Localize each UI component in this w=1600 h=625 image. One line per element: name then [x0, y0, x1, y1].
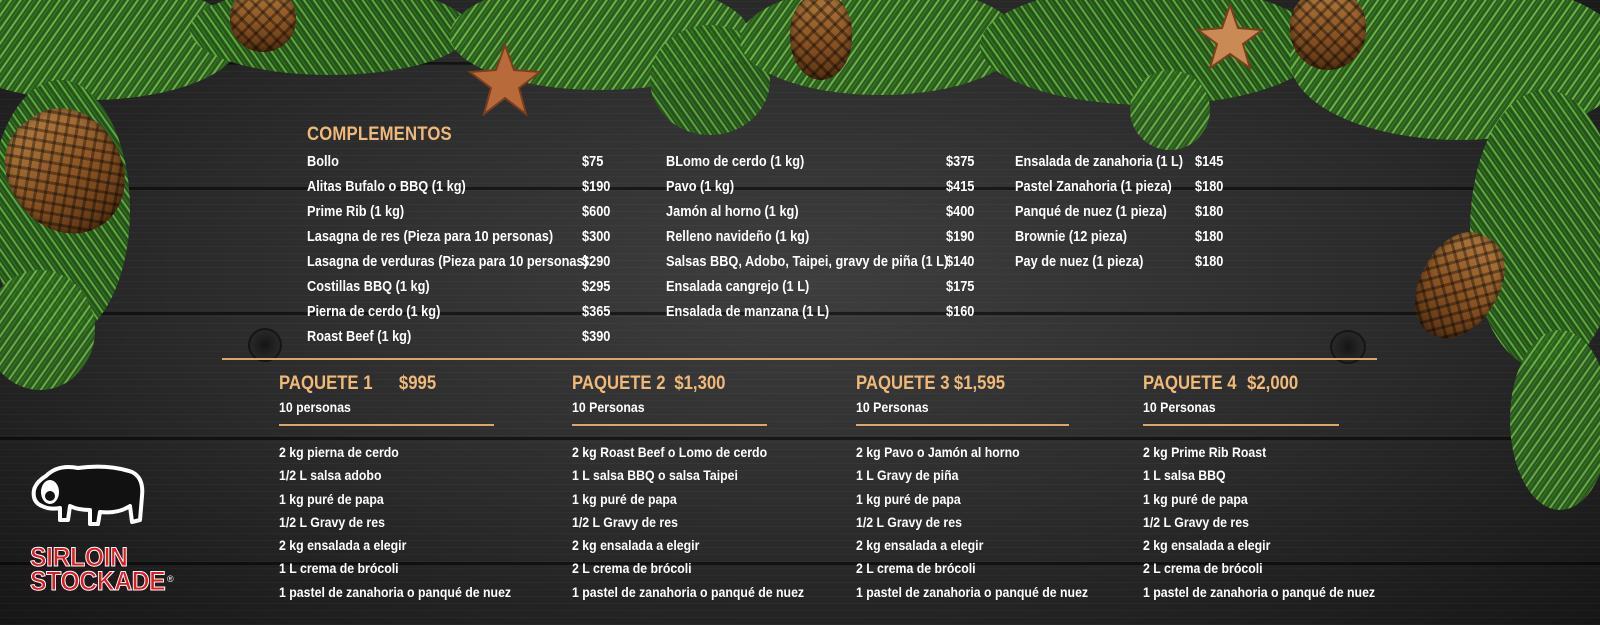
paquete-item: 2 kg ensalada a elegir [279, 537, 407, 554]
paquete-item: 2 kg ensalada a elegir [856, 537, 984, 554]
pine-branch [1130, 70, 1210, 150]
menu-item [666, 202, 981, 227]
complementos-title: COMPLEMENTOS [307, 124, 452, 145]
paquete-2 [572, 373, 805, 607]
paquete-item: 1/2 L Gravy de res [856, 513, 962, 530]
item-price: $290 [582, 254, 611, 270]
item-price: $295 [582, 279, 611, 295]
paquete-underline [856, 424, 1069, 426]
item-price: $365 [582, 304, 611, 320]
menu-item [666, 302, 981, 327]
item-price: $375 [946, 154, 975, 170]
paquete-item: 2 kg ensalada a elegir [1143, 537, 1271, 554]
menu-item [307, 302, 612, 327]
paquete-item: 1/2 L Gravy de res [279, 513, 385, 530]
item-price: $600 [582, 204, 611, 220]
paquete-item: 1/2 L Gravy de res [1143, 513, 1249, 530]
paquete-item: 2 L crema de brócoli [856, 560, 976, 577]
item-price: $180 [1195, 204, 1224, 220]
paquete-item: 2 kg Prime Rib Roast [1143, 444, 1267, 460]
menu-item [666, 227, 981, 252]
paquete-underline [279, 424, 494, 426]
item-price: $160 [946, 304, 975, 320]
menu-item [666, 277, 981, 302]
menu-item [666, 252, 981, 277]
menu-item [307, 252, 612, 277]
complementos-column-1 [307, 152, 612, 352]
paquete-item: 2 kg Roast Beef o Lomo de cerdo [572, 444, 768, 460]
item-name: Relleno navideño (1 kg) [666, 229, 810, 245]
item-name: Ensalada cangrejo (1 L) [666, 279, 810, 295]
item-name: Alitas Bufalo o BBQ (1 kg) [307, 179, 466, 195]
item-price: $400 [946, 204, 975, 220]
paquete-name: PAQUETE 3 [856, 373, 950, 394]
paquete-item: 2 kg Pavo o Jamón al horno [856, 444, 1020, 460]
paquete-item: 1 pastel de zanahoria o panqué de nuez [856, 583, 1089, 600]
item-price: $75 [582, 154, 604, 170]
paquete-people: 10 personas [279, 399, 351, 415]
menu-item [307, 202, 612, 227]
item-name: Brownie (12 pieza) [1015, 229, 1128, 245]
paquete-item: 2 kg pierna de cerdo [279, 444, 399, 460]
paquete-people: 10 Personas [1143, 399, 1216, 415]
menu-item [1015, 252, 1235, 277]
item-name: Lasagna de res (Pieza para 10 personas) [307, 229, 554, 245]
menu-item [307, 327, 612, 352]
paquete-items [856, 444, 1089, 607]
paquete-item: 1 L crema de brócoli [279, 560, 399, 577]
menu-item [666, 177, 981, 202]
paquete-underline [1143, 424, 1339, 426]
paquete-price: $2,000 [1247, 373, 1299, 394]
complementos-column-2 [666, 152, 981, 327]
paquete-items [1143, 444, 1376, 607]
sirloin-stockade-logo [24, 462, 176, 602]
paquete-item: 1/2 L salsa adobo [279, 467, 382, 484]
menu-item [1015, 227, 1235, 252]
item-price: $300 [582, 229, 611, 245]
item-price: $140 [946, 254, 975, 270]
paquete-name: PAQUETE 1 [279, 373, 373, 394]
item-price: $180 [1195, 254, 1224, 270]
paquete-item: 2 L crema de brócoli [572, 560, 692, 577]
item-price: $190 [582, 179, 611, 195]
paquete-price: $1,595 [953, 373, 1006, 394]
paquete-item: 1 L Gravy de piña [856, 467, 959, 484]
paquete-item: 1 pastel de zanahoria o panqué de nuez [1143, 583, 1376, 600]
paquete-name: PAQUETE 4 [1143, 373, 1237, 394]
paquete-4 [1143, 373, 1376, 607]
paquete-item: 1 L salsa BBQ [1143, 467, 1226, 484]
pine-branch [740, 0, 1020, 95]
paquete-title [856, 373, 1043, 395]
paquete-item: 1 pastel de zanahoria o panqué de nuez [279, 583, 512, 600]
item-name: Bollo [307, 154, 339, 170]
paquete-item: 1 L salsa BBQ o salsa Taipei [572, 467, 738, 484]
paquete-item: 1 kg puré de papa [856, 490, 961, 507]
item-name: Pierna de cerdo (1 kg) [307, 304, 441, 320]
paquete-title [279, 373, 468, 395]
complementos-column-3 [1015, 152, 1235, 277]
menu-item [666, 152, 981, 177]
paquete-item: 1/2 L Gravy de res [572, 513, 678, 530]
paquete-title [1143, 373, 1315, 395]
paquete-3 [856, 373, 1089, 607]
registered-mark: ® [167, 574, 174, 584]
paquete-price: $995 [398, 373, 437, 394]
paquete-item: 1 kg puré de papa [572, 490, 677, 507]
item-name: Ensalada de manzana (1 L) [666, 304, 830, 320]
item-name: Salsas BBQ, Adobo, Taipei, gravy de piña (1 L) [666, 254, 949, 270]
item-name: Jamón al horno (1 kg) [666, 204, 799, 220]
paquete-title [572, 373, 744, 395]
item-name: Pastel Zanahoria (1 pieza) [1015, 179, 1172, 195]
menu-item [307, 152, 612, 177]
item-name: Lasagna de verduras (Pieza para 10 personas) [307, 254, 588, 270]
paquete-items [279, 444, 512, 607]
paquete-item: 1 pastel de zanahoria o panqué de nuez [572, 583, 805, 600]
item-name: Prime Rib (1 kg) [307, 204, 405, 220]
paquete-underline [572, 424, 767, 426]
paquete-people: 10 Personas [572, 399, 645, 415]
paquete-item: 1 kg puré de papa [1143, 490, 1248, 507]
item-name: Ensalada de zanahoria (1 L) [1015, 154, 1184, 170]
item-price: $190 [946, 229, 975, 245]
item-name: Panqué de nuez (1 pieza) [1015, 204, 1167, 220]
menu-item [307, 177, 612, 202]
section-divider [222, 358, 1377, 360]
logo-line-2: STOCKADE [30, 566, 166, 596]
paquete-price: $1,300 [674, 373, 726, 394]
paquete-item: 1 kg puré de papa [279, 490, 384, 507]
paquete-name: PAQUETE 2 [572, 373, 666, 394]
item-price: $175 [946, 279, 975, 295]
bull-icon [28, 462, 148, 540]
paquete-item: 2 kg ensalada a elegir [572, 537, 700, 554]
menu-item [1015, 202, 1235, 227]
item-price: $390 [582, 329, 611, 345]
menu-item [1015, 177, 1235, 202]
item-name: Pavo (1 kg) [666, 179, 735, 195]
item-name: Pay de nuez (1 pieza) [1015, 254, 1144, 270]
logo-line-1: SIRLOIN [30, 542, 128, 572]
item-price: $180 [1195, 229, 1224, 245]
item-name: Costillas BBQ (1 kg) [307, 279, 430, 295]
menu-item [307, 277, 612, 302]
item-price: $415 [946, 179, 975, 195]
paquete-1 [279, 373, 512, 607]
item-name: BLomo de cerdo (1 kg) [666, 154, 805, 170]
paquete-item: 2 L crema de brócoli [1143, 560, 1263, 577]
paquete-people: 10 Personas [856, 399, 929, 415]
item-price: $180 [1195, 179, 1224, 195]
item-price: $145 [1195, 154, 1224, 170]
item-name: Roast Beef (1 kg) [307, 329, 412, 345]
menu-item [1015, 152, 1235, 177]
menu-item [307, 227, 612, 252]
paquete-items [572, 444, 805, 607]
